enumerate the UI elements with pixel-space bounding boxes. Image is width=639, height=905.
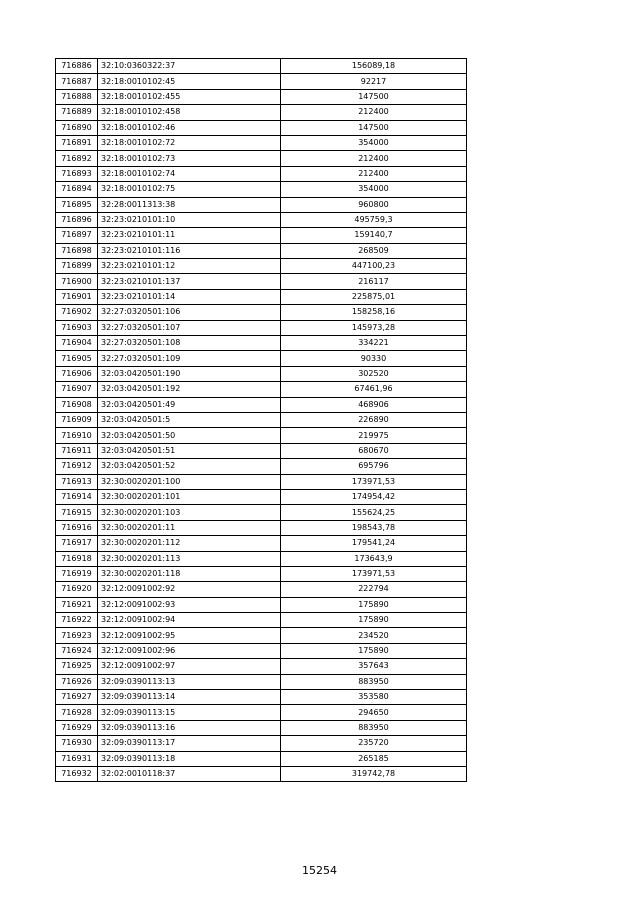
cadastral-number: 32:03:0420501:49 [98, 397, 281, 412]
table-row [56, 89, 467, 104]
row-number: 716913 [56, 474, 98, 489]
cadastral-value: 468906 [281, 397, 467, 412]
row-number: 716905 [56, 351, 98, 366]
cadastral-value: 680670 [281, 443, 467, 458]
table-row [56, 474, 467, 489]
cadastral-value: 145973,28 [281, 320, 467, 335]
table-row [56, 613, 467, 628]
row-number: 716923 [56, 628, 98, 643]
cadastral-value: 268509 [281, 243, 467, 258]
cadastral-value: 353580 [281, 690, 467, 705]
table-row [56, 582, 467, 597]
table-row [56, 320, 467, 335]
cadastral-value: 219975 [281, 428, 467, 443]
cadastral-number: 32:27:0320501:106 [98, 305, 281, 320]
cadastral-number: 32:12:0091002:92 [98, 582, 281, 597]
cadastral-value: 265185 [281, 751, 467, 766]
row-number: 716898 [56, 243, 98, 258]
cadastral-number: 32:18:0010102:458 [98, 105, 281, 120]
row-number: 716902 [56, 305, 98, 320]
row-number: 716907 [56, 382, 98, 397]
row-number: 716888 [56, 89, 98, 104]
row-number: 716889 [56, 105, 98, 120]
table-row [56, 305, 467, 320]
table-row [56, 59, 467, 74]
table-row [56, 351, 467, 366]
cadastral-number: 32:03:0420501:192 [98, 382, 281, 397]
cadastral-number: 32:23:0210101:11 [98, 228, 281, 243]
cadastral-number: 32:03:0420501:52 [98, 459, 281, 474]
table-row [56, 259, 467, 274]
cadastral-value: 354000 [281, 135, 467, 150]
cadastral-value: 179541,24 [281, 536, 467, 551]
table-row [56, 505, 467, 520]
table-row [56, 597, 467, 612]
row-number: 716917 [56, 536, 98, 551]
cadastral-number: 32:12:0091002:97 [98, 659, 281, 674]
cadastral-number: 32:27:0320501:107 [98, 320, 281, 335]
row-number: 716915 [56, 505, 98, 520]
row-number: 716928 [56, 705, 98, 720]
row-number: 716925 [56, 659, 98, 674]
cadastral-number: 32:09:0390113:16 [98, 720, 281, 735]
cadastral-value: 175890 [281, 597, 467, 612]
row-number: 716914 [56, 489, 98, 504]
cadastral-number: 32:23:0210101:12 [98, 259, 281, 274]
cadastral-number: 32:27:0320501:108 [98, 336, 281, 351]
table-row [56, 274, 467, 289]
table-row [56, 182, 467, 197]
table-row [56, 766, 467, 781]
row-number: 716910 [56, 428, 98, 443]
cadastral-value: 235720 [281, 736, 467, 751]
table-row [56, 336, 467, 351]
row-number: 716912 [56, 459, 98, 474]
cadastral-value-table [55, 58, 467, 782]
row-number: 716901 [56, 289, 98, 304]
cadastral-value: 222794 [281, 582, 467, 597]
table-row [56, 166, 467, 181]
cadastral-value: 158258,16 [281, 305, 467, 320]
cadastral-value: 212400 [281, 166, 467, 181]
cadastral-value: 226890 [281, 412, 467, 427]
table-row [56, 382, 467, 397]
cadastral-number: 32:30:0020201:118 [98, 566, 281, 581]
table-row [56, 428, 467, 443]
table-row [56, 489, 467, 504]
cadastral-value: 173971,53 [281, 566, 467, 581]
cadastral-number: 32:23:0210101:14 [98, 289, 281, 304]
row-number: 716909 [56, 412, 98, 427]
row-number: 716931 [56, 751, 98, 766]
table-row [56, 397, 467, 412]
cadastral-number: 32:23:0210101:116 [98, 243, 281, 258]
cadastral-value: 225875,01 [281, 289, 467, 304]
table-row [56, 459, 467, 474]
cadastral-number: 32:30:0020201:112 [98, 536, 281, 551]
row-number: 716916 [56, 520, 98, 535]
cadastral-value: 159140,7 [281, 228, 467, 243]
cadastral-value: 67461,96 [281, 382, 467, 397]
table-row [56, 443, 467, 458]
table-row [56, 120, 467, 135]
row-number: 716903 [56, 320, 98, 335]
cadastral-value: 357643 [281, 659, 467, 674]
table-row [56, 690, 467, 705]
table-row [56, 628, 467, 643]
cadastral-value: 90330 [281, 351, 467, 366]
cadastral-value: 960800 [281, 197, 467, 212]
table-row [56, 720, 467, 735]
cadastral-number: 32:23:0210101:10 [98, 212, 281, 227]
cadastral-value: 334221 [281, 336, 467, 351]
row-number: 716887 [56, 74, 98, 89]
cadastral-number: 32:30:0020201:103 [98, 505, 281, 520]
table-row [56, 74, 467, 89]
row-number: 716929 [56, 720, 98, 735]
cadastral-value: 234520 [281, 628, 467, 643]
cadastral-number: 32:03:0420501:190 [98, 366, 281, 381]
row-number: 716899 [56, 259, 98, 274]
cadastral-number: 32:09:0390113:15 [98, 705, 281, 720]
row-number: 716897 [56, 228, 98, 243]
table-row [56, 643, 467, 658]
cadastral-value: 216117 [281, 274, 467, 289]
table-row [56, 366, 467, 381]
cadastral-value: 175890 [281, 613, 467, 628]
table-row [56, 151, 467, 166]
cadastral-number: 32:18:0010102:74 [98, 166, 281, 181]
cadastral-value: 883950 [281, 720, 467, 735]
table-row [56, 289, 467, 304]
cadastral-value: 173643,9 [281, 551, 467, 566]
cadastral-number: 32:09:0390113:14 [98, 690, 281, 705]
cadastral-number: 32:03:0420501:51 [98, 443, 281, 458]
cadastral-value: 212400 [281, 105, 467, 120]
page-number: 15254 [302, 864, 337, 877]
cadastral-value: 174954,42 [281, 489, 467, 504]
row-number: 716895 [56, 197, 98, 212]
table-row [56, 659, 467, 674]
cadastral-value: 319742,78 [281, 766, 467, 781]
row-number: 716900 [56, 274, 98, 289]
cadastral-number: 32:18:0010102:45 [98, 74, 281, 89]
row-number: 716904 [56, 336, 98, 351]
cadastral-number: 32:10:0360322:37 [98, 59, 281, 74]
cadastral-value: 302520 [281, 366, 467, 381]
cadastral-number: 32:02:0010118:37 [98, 766, 281, 781]
cadastral-number: 32:12:0091002:95 [98, 628, 281, 643]
row-number: 716911 [56, 443, 98, 458]
cadastral-number: 32:28:0011313:38 [98, 197, 281, 212]
row-number: 716918 [56, 551, 98, 566]
row-number: 716906 [56, 366, 98, 381]
cadastral-number: 32:12:0091002:93 [98, 597, 281, 612]
cadastral-value: 212400 [281, 151, 467, 166]
row-number: 716892 [56, 151, 98, 166]
table-row [56, 212, 467, 227]
cadastral-number: 32:09:0390113:17 [98, 736, 281, 751]
cadastral-value: 147500 [281, 120, 467, 135]
table-body [56, 59, 467, 782]
row-number: 716894 [56, 182, 98, 197]
cadastral-number: 32:30:0020201:100 [98, 474, 281, 489]
table-row [56, 536, 467, 551]
cadastral-value: 92217 [281, 74, 467, 89]
row-number: 716922 [56, 613, 98, 628]
row-number: 716908 [56, 397, 98, 412]
row-number: 716927 [56, 690, 98, 705]
cadastral-value: 883950 [281, 674, 467, 689]
cadastral-value: 155624,25 [281, 505, 467, 520]
cadastral-value: 175890 [281, 643, 467, 658]
row-number: 716920 [56, 582, 98, 597]
cadastral-number: 32:18:0010102:46 [98, 120, 281, 135]
cadastral-number: 32:18:0010102:75 [98, 182, 281, 197]
cadastral-number: 32:30:0020201:101 [98, 489, 281, 504]
table-row [56, 736, 467, 751]
cadastral-value: 695796 [281, 459, 467, 474]
table-row [56, 705, 467, 720]
table-row [56, 243, 467, 258]
table-row [56, 197, 467, 212]
cadastral-number: 32:30:0020201:11 [98, 520, 281, 535]
cadastral-number: 32:23:0210101:137 [98, 274, 281, 289]
cadastral-number: 32:03:0420501:50 [98, 428, 281, 443]
cadastral-number: 32:30:0020201:113 [98, 551, 281, 566]
cadastral-number: 32:12:0091002:96 [98, 643, 281, 658]
row-number: 716890 [56, 120, 98, 135]
cadastral-number: 32:18:0010102:73 [98, 151, 281, 166]
cadastral-value: 495759,3 [281, 212, 467, 227]
cadastral-value: 173971,53 [281, 474, 467, 489]
cadastral-value: 354000 [281, 182, 467, 197]
table-row [56, 751, 467, 766]
table-row [56, 674, 467, 689]
table-row [56, 135, 467, 150]
cadastral-number: 32:27:0320501:109 [98, 351, 281, 366]
cadastral-value: 156089,18 [281, 59, 467, 74]
cadastral-number: 32:12:0091002:94 [98, 613, 281, 628]
row-number: 716924 [56, 643, 98, 658]
table-row [56, 551, 467, 566]
row-number: 716896 [56, 212, 98, 227]
cadastral-value: 147500 [281, 89, 467, 104]
cadastral-number: 32:03:0420501:5 [98, 412, 281, 427]
cadastral-number: 32:18:0010102:455 [98, 89, 281, 104]
row-number: 716893 [56, 166, 98, 181]
cadastral-value: 447100,23 [281, 259, 467, 274]
cadastral-value: 198543,78 [281, 520, 467, 535]
row-number: 716919 [56, 566, 98, 581]
cadastral-value: 294650 [281, 705, 467, 720]
table-row [56, 105, 467, 120]
row-number: 716930 [56, 736, 98, 751]
table-row [56, 228, 467, 243]
row-number: 716891 [56, 135, 98, 150]
table-row [56, 520, 467, 535]
cadastral-number: 32:18:0010102:72 [98, 135, 281, 150]
cadastral-number: 32:09:0390113:18 [98, 751, 281, 766]
row-number: 716932 [56, 766, 98, 781]
row-number: 716886 [56, 59, 98, 74]
row-number: 716926 [56, 674, 98, 689]
table-row [56, 412, 467, 427]
cadastral-number: 32:09:0390113:13 [98, 674, 281, 689]
row-number: 716921 [56, 597, 98, 612]
table-row [56, 566, 467, 581]
